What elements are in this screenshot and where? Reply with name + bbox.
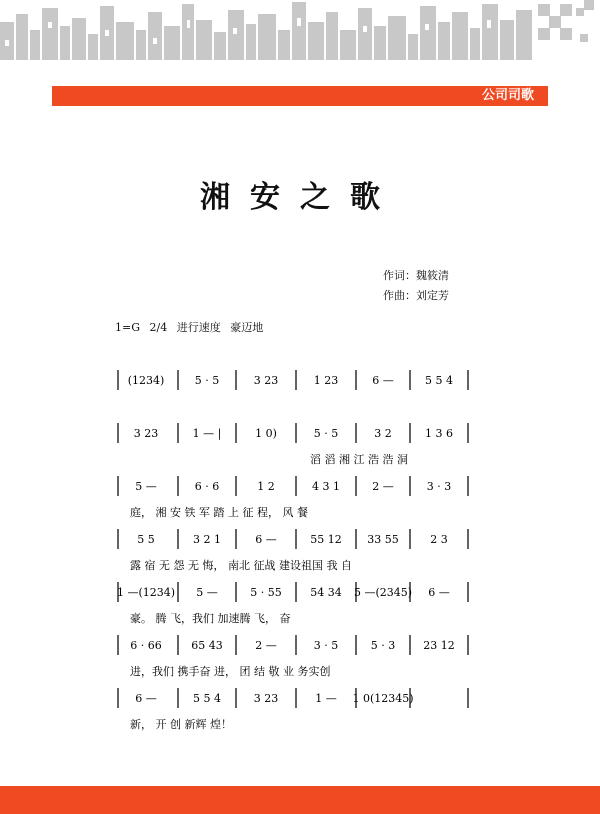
measure-notes: 6 — xyxy=(135,692,157,705)
measure-notes: 5 5 4 xyxy=(193,692,221,705)
score-row xyxy=(118,423,468,466)
measure-notes: 1 3 6 xyxy=(425,427,453,440)
score-row xyxy=(118,529,468,572)
measure-notes: 5 5 xyxy=(137,533,155,546)
measure-notes: 1 0) xyxy=(255,427,277,440)
lyricist: 作词：魏筱清 xyxy=(383,269,449,282)
measure-notes: (1234) xyxy=(127,374,165,387)
measure-notes: 65 43 xyxy=(191,639,223,652)
score-row xyxy=(118,476,468,519)
measure-notes: 5 · 3 xyxy=(370,639,396,652)
measure-notes: 2 3 xyxy=(430,533,448,546)
measure-notes: 5 · 55 xyxy=(250,586,282,599)
song-title: 湘安之歌 xyxy=(200,180,400,215)
measure-notes: 6 · 6 xyxy=(194,480,220,493)
measure-notes: 54 34 xyxy=(310,586,342,599)
measure-notes: 1 0(12345) xyxy=(352,692,414,705)
measure-notes: 2 — xyxy=(372,480,394,493)
measure-notes: 5 — xyxy=(135,480,157,493)
measure-notes: 5 · 5 xyxy=(313,427,339,440)
composer: 作曲：刘定芳 xyxy=(383,289,449,302)
lyrics-line: 露 宿 无 怨 无 悔， 南北 征战 建设祖国 我 自 xyxy=(130,559,352,572)
credits xyxy=(383,266,449,306)
measure-notes: 3 · 3 xyxy=(426,480,452,493)
measure-notes: 6 — xyxy=(428,586,450,599)
score-row xyxy=(118,370,468,390)
lyrics-line: 庭， 湘 安 铁 军 踏 上 征 程， 风 餐 xyxy=(130,506,308,519)
score-row xyxy=(118,635,468,678)
lyrics-line: 进，我们 携手奋 进， 团 结 敬 业 务实创 xyxy=(130,665,331,678)
measure-notes: 3 2 xyxy=(374,427,392,440)
skyline-banner xyxy=(0,0,600,62)
measure-notes: 3 2 1 xyxy=(193,533,221,546)
measure-notes: 4 3 1 xyxy=(312,480,340,493)
measure-notes: 2 — xyxy=(255,639,277,652)
measure-notes: 1 — xyxy=(315,692,337,705)
score xyxy=(0,362,600,731)
measure-notes: 1 23 xyxy=(313,374,339,387)
measure-notes: 5 5 4 xyxy=(425,374,453,387)
footer-bar xyxy=(0,786,600,814)
measure-notes: 6 — xyxy=(372,374,394,387)
measure-notes: 1 2 xyxy=(257,480,275,493)
measure-notes: 3 23 xyxy=(253,374,279,387)
score-row xyxy=(117,582,468,625)
measure-notes: 5 — xyxy=(196,586,218,599)
lyrics-line: 豪。 腾 飞，我们 加速腾 飞， 奋 xyxy=(130,612,291,625)
section-banner xyxy=(52,86,548,106)
measure-notes: 23 12 xyxy=(423,639,455,652)
section-label: 公司司歌 xyxy=(481,88,534,103)
measure-notes: 33 55 xyxy=(367,533,399,546)
lyrics-line: 滔 滔 湘 江 浩 浩 洞 xyxy=(310,453,408,466)
measure-notes: 55 12 xyxy=(310,533,342,546)
score-row xyxy=(118,688,468,731)
measure-notes: 3 · 5 xyxy=(313,639,339,652)
measure-notes: 3 23 xyxy=(253,692,279,705)
measure-notes: 3 23 xyxy=(133,427,159,440)
measure-notes: 6 — xyxy=(255,533,277,546)
measure-notes: 1 — | xyxy=(192,427,222,440)
measure-notes: 5 · 5 xyxy=(194,374,220,387)
measure-notes: 1 —(1234) xyxy=(116,586,176,599)
key-signature: 1=G 2/4 进行速度 豪迈地 xyxy=(115,321,264,334)
measure-notes: 6 · 66 xyxy=(130,639,162,652)
measure-notes: 5 —(2345) xyxy=(353,586,413,599)
lyrics-line: 新， 开 创 新辉 煌！ xyxy=(130,718,232,731)
